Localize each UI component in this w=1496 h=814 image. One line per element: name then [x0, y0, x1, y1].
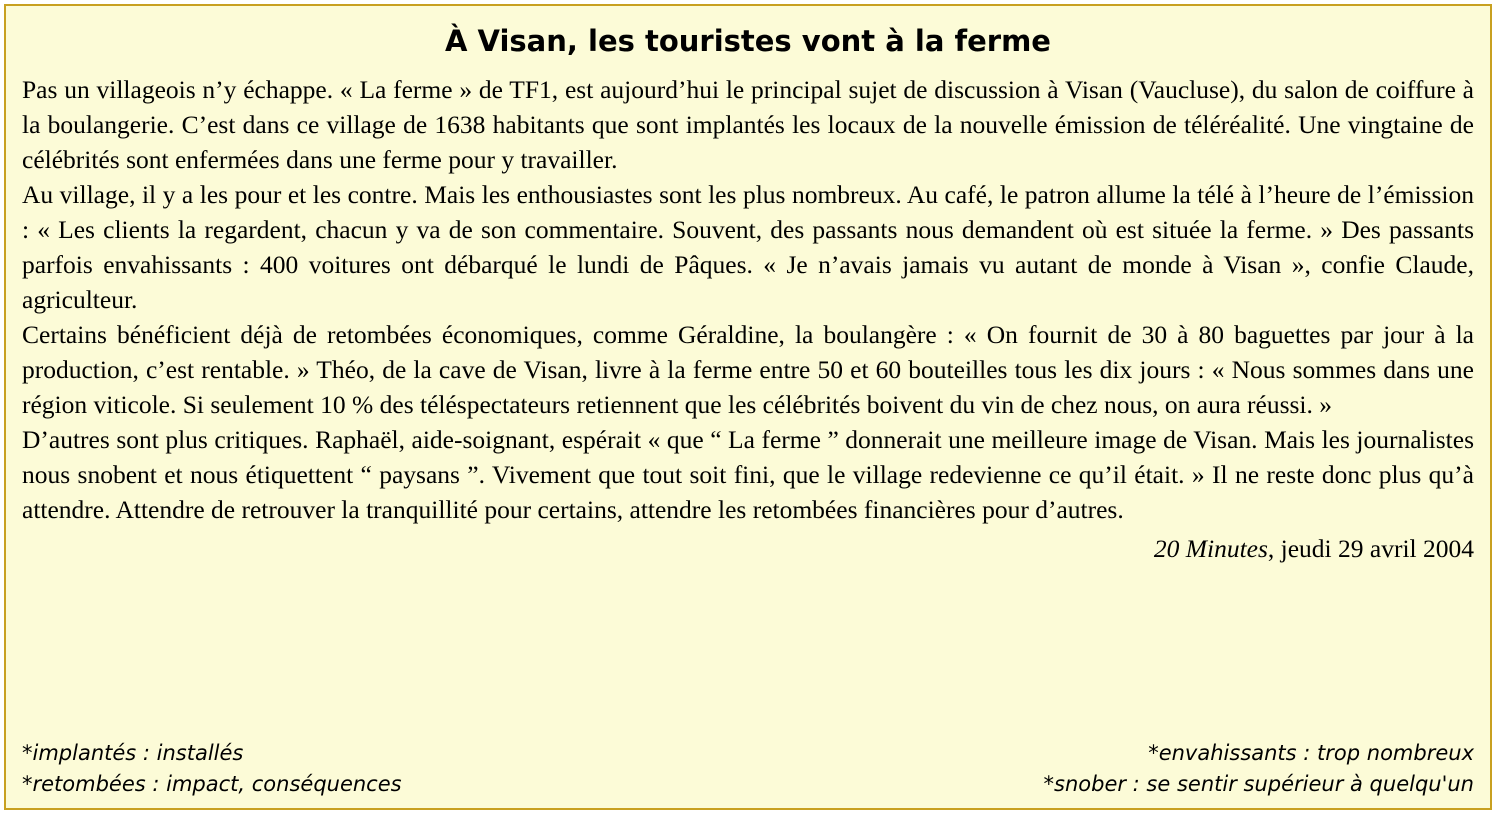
- paragraph-1: Pas un villageois n’y échappe. « La ferme » de TF1, est aujourd’hui le principal sujet de discussion à Visan (Vaucluse), du salon de coiffure à la boulangerie. C’est dans ce village de 1638 habitants que sont implantés les locaux de la nouvelle émission de téléréalité. Une vingtaine de célébrités sont enfermées dans une ferme pour y travailler.: [22, 75, 1474, 174]
- spacer: [22, 566, 1474, 738]
- article-box: [4, 4, 1492, 810]
- paragraph-3: Certains bénéficient déjà de retombées économiques, comme Géraldine, la boulangère : « On fournit de 30 à 80 baguettes par jour à la production, c’est rentable. » Théo, de la cave de Visan, livre à la ferme entre 50 et 60 bouteilles tous les dix jours : « Nous sommes dans une région viticole. Si seulement 10 % des téléspectateurs retiennent que les célébrités boivent du vin de chez nous, on aura réussi. »: [22, 320, 1474, 419]
- glossary-entry-retombees: *retombées : impact, conséquences: [22, 772, 402, 796]
- source-publication: 20 Minutes: [1153, 534, 1268, 563]
- glossary-entry-implantes: *implantés : installés: [22, 741, 244, 765]
- article-body: [22, 72, 1474, 527]
- source-date: , jeudi 29 avril 2004: [1267, 534, 1474, 563]
- glossary-entry-snober: *snober : se sentir supérieur à quelqu'un: [1043, 772, 1474, 796]
- page-title: À Visan, les touristes vont à la ferme: [445, 24, 1051, 58]
- paragraph-2: Au village, il y a les pour et les contre. Mais les enthousiastes sont les plus nombreux. Au café, le patron allume la télé à l’heure de l’émission : « Les clients la regardent, chacun y va de son commentaire. Souvent, des passants nous demandent où est située la ferme. » Des passants parfois envahissants : 400 voitures ont débarqué le lundi de Pâques. « Je n’avais jamais vu autant de monde à Visan », confie Claude, agriculteur.: [22, 180, 1474, 314]
- glossary: [22, 738, 1474, 800]
- paragraph-4: D’autres sont plus critiques. Raphaël, aide-soignant, espérait « que “ La ferme ” donnerait une meilleure image de Visan. Mais les journalistes nous snobent et nous étiquettent “ paysans ”. Vivement que tout soit fini, que le village redevienne ce qu’il était. » Il ne reste donc plus qu’à attendre. Attendre de retrouver la tranquillité pour certains, attendre les retombées financières pour d’autres.: [22, 425, 1474, 524]
- glossary-row: [22, 769, 1474, 800]
- glossary-row: [22, 738, 1474, 769]
- glossary-entry-envahissants: *envahissants : trop nombreux: [1148, 741, 1474, 765]
- source-attribution: [22, 531, 1474, 566]
